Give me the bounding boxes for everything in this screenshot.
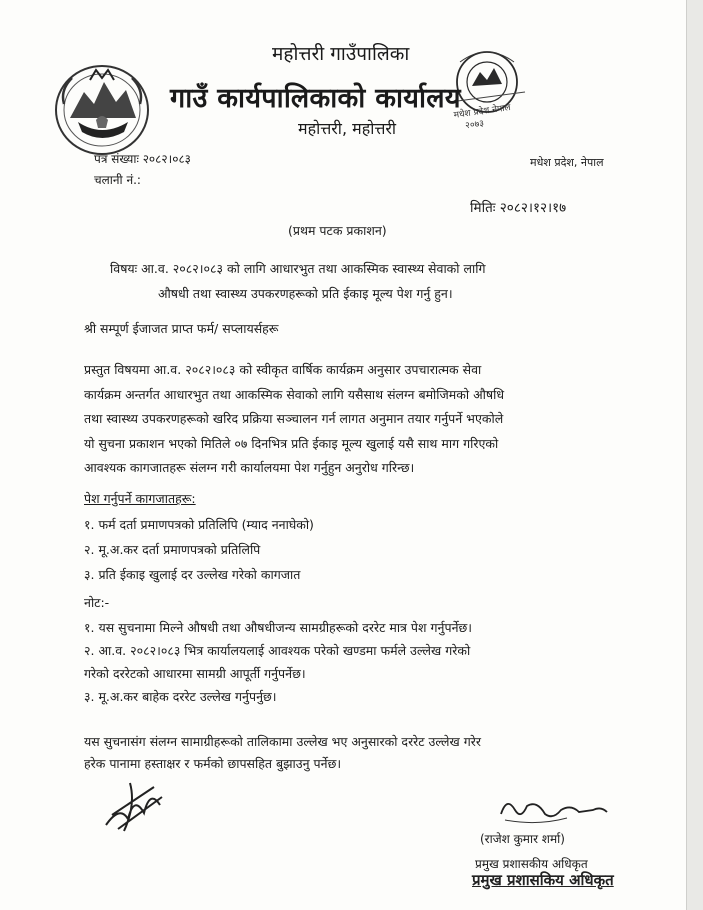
stamp-line-1: मधेश प्रदेश नेपाल [453, 103, 512, 121]
designation-stamp: प्रमुख प्रशासकिय अधिकृत [472, 871, 614, 889]
office-location: महोत्तरी, महोत्तरी [298, 119, 397, 138]
list-item: १. फर्म दर्ता प्रमाणपत्रको प्रतिलिपि (म्याद ननाघेको) [84, 517, 314, 532]
subject-line-2: औषधी तथा स्वास्थ्य उपकरणहरूको प्रति ईकाइ मूल्य पेश गर्नु हुन। [158, 286, 453, 301]
municipality-name: महोत्तरी गाउँपालिका [272, 43, 410, 65]
body-line: आवश्यक कागजातहरू संलग्न गरी कार्यालयमा पेश गर्नुहुन अनुरोध गरिन्छ। [84, 460, 415, 475]
letter-number: पत्र संख्याः २०८२।०८३ [94, 152, 191, 166]
addressee: श्री सम्पूर्ण ईजाजत प्राप्त फर्म/ सप्लायर्सहरू [84, 321, 279, 336]
stamp-line-2: २०७३ [464, 118, 485, 132]
signatory-title: प्रमुख प्रशासकीय अधिकृत [475, 857, 588, 871]
signatory-name: (राजेश कुमार शर्मा) [480, 832, 565, 846]
letter-date: मितिः २०८२।१२।१७ [470, 200, 567, 216]
dispatch-number: चलानी नं.: [94, 173, 141, 187]
note-line: २. आ.व. २०८२।०८३ भित्र कार्यालयलाई आवश्यक परेको खण्डमा फर्मले उल्लेख गरेको [84, 643, 471, 658]
subject-line-1: विषयः आ.व. २०८२।०८३ को लागि आधारभुत तथा आकस्मिक स्वास्थ्य सेवाको लागि [110, 261, 486, 276]
body-paragraph [84, 358, 619, 481]
body-line: प्रस्तुत विषयमा आ.व. २०८२।०८३ को स्वीकृत वार्षिक कार्यक्रम अनुसार उपचारात्मक सेवा [84, 362, 482, 377]
body-line: यो सुचना प्रकाशन भएको मितिले ०७ दिनभित्र प्रति ईकाइ मूल्य खुलाई यसै साथ माग गरिएको [84, 435, 499, 451]
note-line: १. यस सुचनामा मिल्ने औषधी तथा औषधीजन्य सामग्रीहरूको दररेट मात्र पेश गर्नुपर्नेछ। [84, 620, 473, 635]
documents-heading: पेश गर्नुपर्ने कागजातहरू: [84, 491, 196, 506]
province-name: मधेश प्रदेश, नेपाल [530, 156, 604, 169]
closing-line-1: यस सुचनासंग संलग्न सामाग्रीहरूको तालिकामा उल्लेख भए अनुसारको दररेट उल्लेख गरेर [84, 734, 481, 749]
notes-heading: नोट:- [84, 595, 110, 610]
notes-list [84, 616, 472, 708]
list-item: २. मू.अ.कर दर्ता प्रमाणपत्रको प्रतिलिपि [84, 542, 261, 557]
signatory-signature-icon [497, 790, 612, 830]
scanner-margin [687, 0, 703, 910]
list-item: ३. प्रति ईकाइ खुलाई दर उल्लेख गरेको कागजात [84, 567, 301, 582]
publication-notice: (प्रथम पटक प्रकाशन) [288, 223, 387, 238]
note-line: गरेको दररेटको आधारमा सामग्री आपूर्ती गर्नुपर्नेछ। [84, 666, 306, 681]
closing-line-2: हरेक पानामा हस्ताक्षर र फर्मको छापसहित बुझाउनु पर्नेछ। [84, 756, 342, 771]
office-title: गाउँ कार्यपालिकाको कार्यालय [170, 83, 461, 114]
nepal-emblem-icon [50, 60, 155, 160]
left-signature-icon [100, 775, 170, 835]
body-line: तथा स्वास्थ्य उपकरणहरूको खरिद प्रक्रिया सञ्चालन गर्न लागत अनुमान तयार गर्नुपर्ने भएकोले [84, 411, 504, 426]
body-line: कार्यक्रम अन्तर्गत आधारभुत तथा आकस्मिक सेवाको लागि यसैसाथ संलग्न बमोजिमको औषधि [84, 386, 505, 402]
note-line: ३. मू.अ.कर बाहेक दररेट उल्लेख गर्नुपर्नुछ। [84, 689, 277, 704]
documents-list [84, 512, 314, 587]
